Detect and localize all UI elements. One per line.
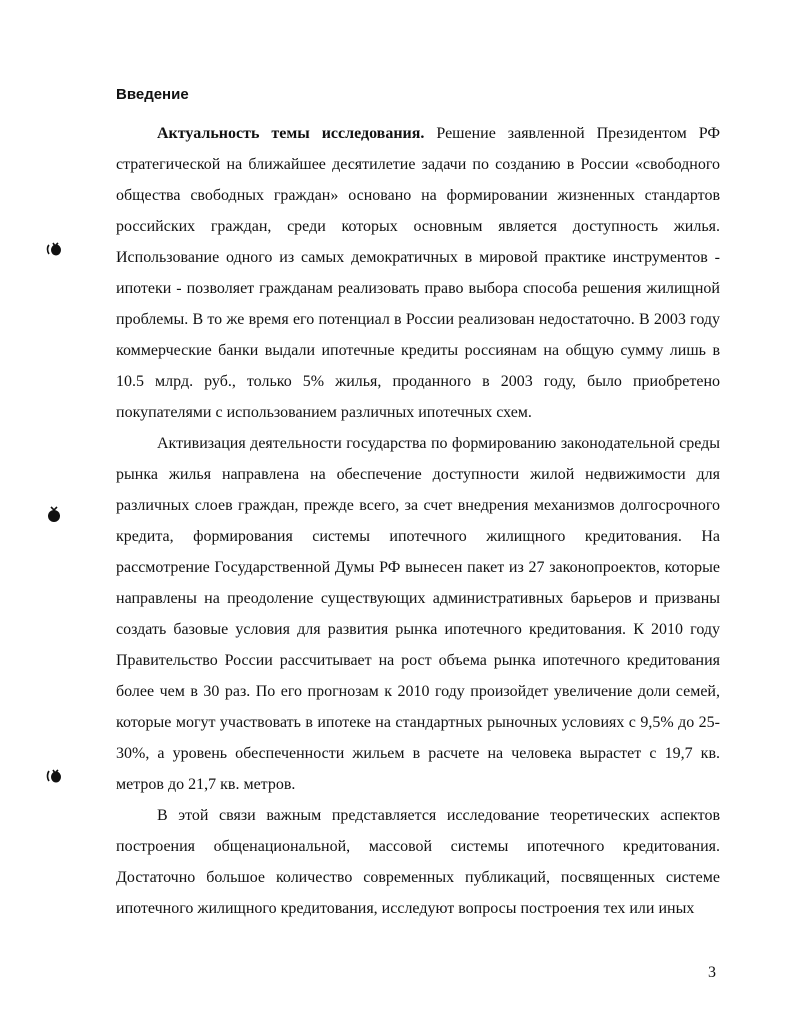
scan-mark-icon bbox=[46, 505, 62, 521]
page-number: 3 bbox=[708, 964, 716, 981]
paragraph-1-lead: Актуальность темы исследования. bbox=[157, 125, 425, 142]
paragraph-3 bbox=[116, 800, 720, 924]
paragraph-2 bbox=[116, 428, 720, 800]
paragraph-2-text: Активизация деятельности государства по формированию законодательной среды рынка жилья направлена на обеспечение доступности жилой недвижимости для различных слоев граждан, прежде всего, за счет внедрения механизмов долгосрочного кредита, формирования системы ипотечного жилищного кредитования. На рассмотрение Государственной Думы РФ вынесен пакет из 27 законопроектов, которые направлены на преодоление существующих административных барьеров и призваны создать базовые условия для развития рынка ипотечного кредитования. К 2010 году Правительство России рассчитывает на рост объема рынка ипотечного кредитования более чем в 30 раз. По его прогнозам к 2010 году произойдет увеличение доли семей, которые могут участвовать в ипотеке на стандартных рыночных условиях с 9,5% до 25-30%, а уровень обеспеченности жильем в расчете на человека вырастет с 19,7 кв. метров до 21,7 кв. метров. bbox=[116, 435, 720, 793]
section-heading: Введение bbox=[116, 86, 189, 103]
paragraph-3-text: В этой связи важным представляется исследование теоретических аспектов построения общенациональной, массовой системы ипотечного кредитования. Достаточно большое количество современных публикаций, посвященных системе ипотечного жилищного кредитования, исследуют вопросы построения тех или иных bbox=[116, 807, 720, 917]
body-text bbox=[116, 118, 720, 924]
scan-mark-icon bbox=[46, 768, 62, 784]
scan-mark-icon bbox=[46, 241, 62, 257]
paragraph-1-text: Решение заявленной Президентом РФ стратегической на ближайшее десятилетие задачи по созданию в России «свободного общества свободных граждан» основано на формировании жизненных стандартов российских граждан, среди которых основным является доступность жилья. Использование одного из самых демократичных в мировой практике инструментов - ипотеки - позволяет гражданам реализовать право выбора способа решения жилищной проблемы. В то же время его потенциал в России реализован недостаточно. В 2003 году коммерческие банки выдали ипотечные кредиты россиянам на общую сумму лишь в 10.5 млрд. руб., только 5% жилья, проданного в 2003 году, было приобретено покупателями с использованием различных ипотечных схем. bbox=[116, 125, 720, 421]
paragraph-1 bbox=[116, 118, 720, 428]
